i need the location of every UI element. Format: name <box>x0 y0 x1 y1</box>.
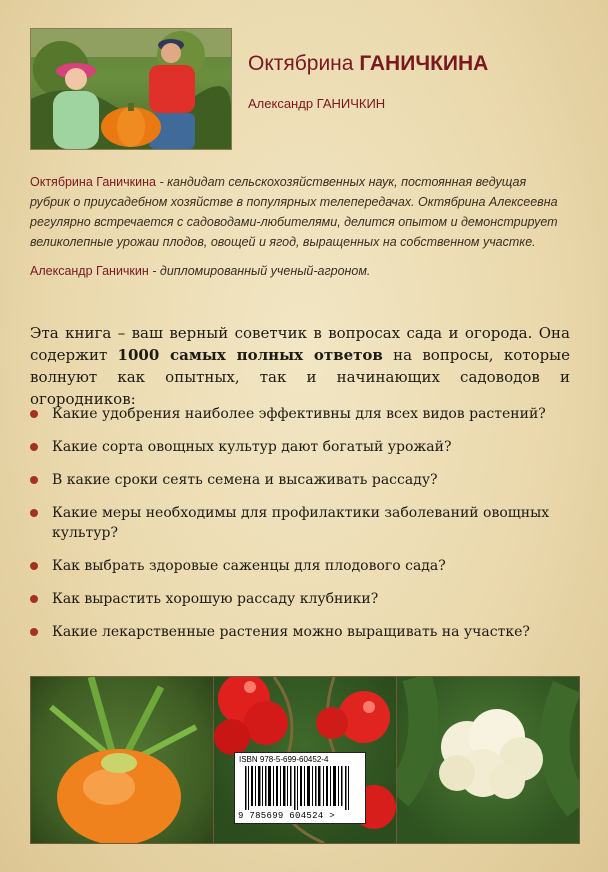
isbn-number: ISBN 978-5-699-60452-4 <box>239 755 329 764</box>
questions-list <box>30 404 575 655</box>
bio-text: - кандидат сельскохозяйственных наук, постоянная ведущая рубрик о приусадебном хозяйстве в популярных телепередачах. Октябрина Алексеевна регулярно встречается с садоводами-любителями, делится опытом и демонстрирует великолепные урожаи плодов, овощей и ягод, выращенных на собственном участке. <box>30 175 558 249</box>
author-primary-first: Октябрина <box>248 52 354 75</box>
question-text: Как выбрать здоровые саженцы для плодового сада? <box>52 558 446 574</box>
bullet-icon <box>30 509 38 517</box>
bullet-icon <box>30 628 38 636</box>
bio-name: Октябрина Ганичкина <box>30 175 156 189</box>
bullet-icon <box>30 476 38 484</box>
authors-photo <box>30 28 232 150</box>
question-text: Какие лекарственные растения можно выращивать на участке? <box>52 624 530 640</box>
authors-block <box>248 52 488 111</box>
bullet-icon <box>30 410 38 418</box>
question-text: Какие меры необходимы для профилактики заболеваний овощных культур? <box>52 505 550 541</box>
author-bio <box>30 172 560 290</box>
bio-paragraph <box>30 261 560 281</box>
intro-before: Эта книга – ваш верный советчик в вопросах сада и огорода. Она содержит <box>30 324 570 364</box>
list-item <box>30 503 575 543</box>
intro-highlight: 1000 самых полных ответов <box>117 346 383 364</box>
question-text: Как вырастить хорошую рассаду клубники? <box>52 591 379 607</box>
barcode-digits: 9 785699 604524 > <box>238 811 335 821</box>
author-primary-last: ГАНИЧКИНА <box>359 52 489 75</box>
bullet-icon <box>30 443 38 451</box>
list-item <box>30 470 575 490</box>
author-primary <box>248 52 488 76</box>
list-item <box>30 437 575 457</box>
list-item <box>30 622 575 642</box>
bio-paragraph <box>30 172 560 252</box>
bio-text: - дипломированный ученый-агроном. <box>148 264 371 278</box>
cauliflower-photo <box>396 676 580 844</box>
list-item <box>30 404 575 424</box>
intro-after: на вопросы, которые волнуют как опытных, так и начинающих садоводов и огородников: <box>30 346 570 408</box>
author-secondary: Александр ГАНИЧКИН <box>248 96 386 111</box>
question-text: Какие удобрения наиболее эффективны для всех видов растений? <box>52 406 546 422</box>
book-description <box>30 322 570 410</box>
list-item <box>30 556 575 576</box>
list-item <box>30 589 575 609</box>
bullet-icon <box>30 562 38 570</box>
question-text: В какие сроки сеять семена и высаживать рассаду? <box>52 472 438 488</box>
carrot-photo <box>30 676 214 844</box>
bullet-icon <box>30 595 38 603</box>
question-text: Какие сорта овощных культур дают богатый урожай? <box>52 439 452 455</box>
isbn-barcode <box>234 752 366 824</box>
bio-name: Александр Ганичкин <box>30 264 149 278</box>
